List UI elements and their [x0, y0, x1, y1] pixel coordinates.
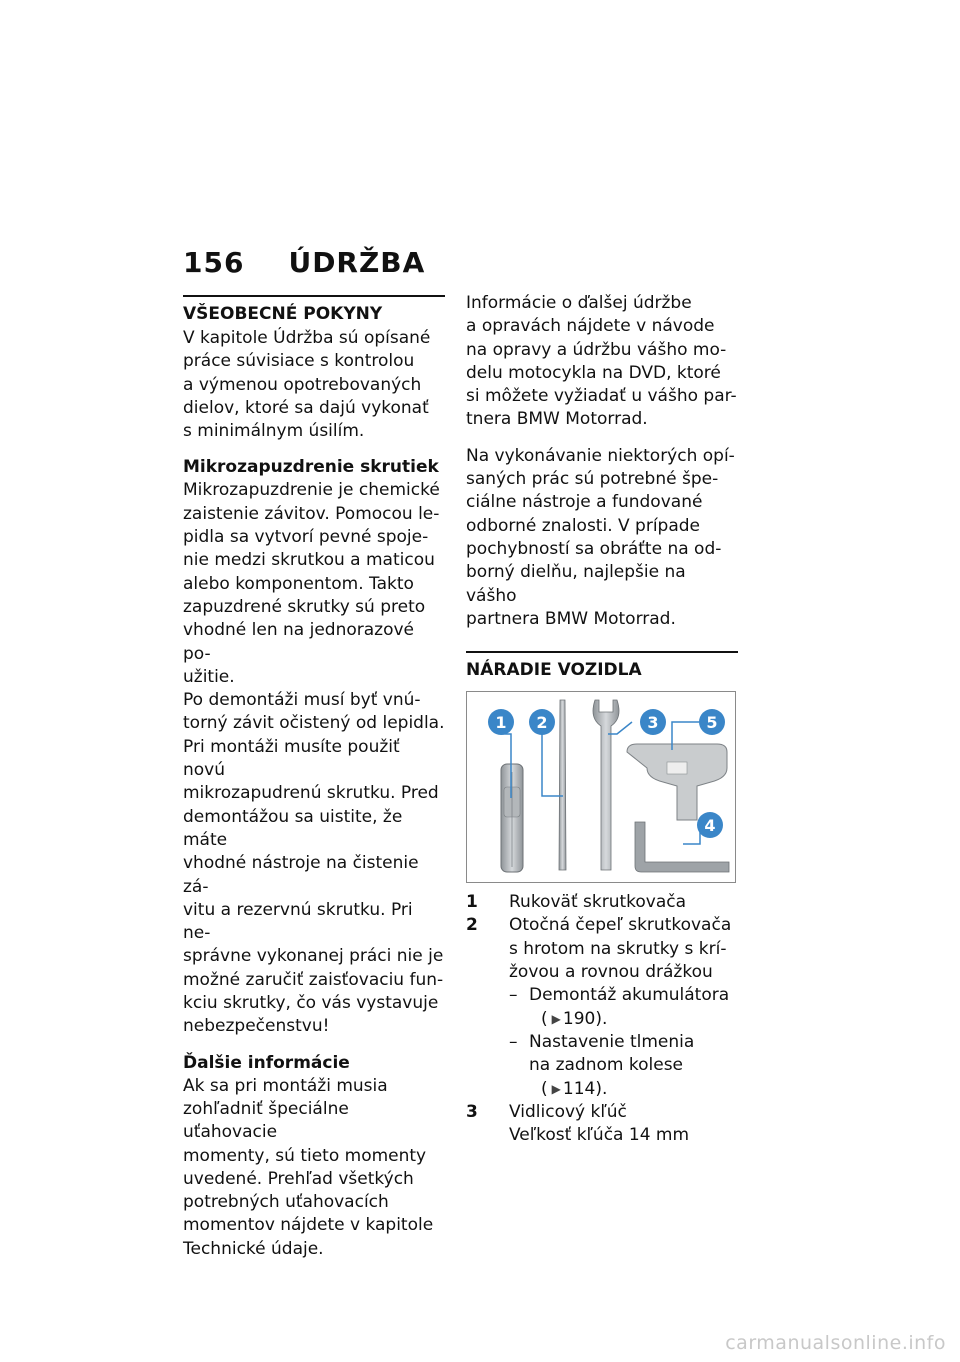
section-rule: [466, 651, 738, 653]
section-rule: [183, 295, 445, 297]
page-number: 156: [183, 246, 245, 279]
svg-text:2: 2: [536, 713, 548, 733]
watermark-link[interactable]: carmanualsonline.info: [725, 1332, 946, 1354]
list-item: 3 Vidlicový kľúč Veľkosť kľúča 14 mm: [466, 1101, 690, 1146]
special-tools-paragraph: Na vykonávanie niektorých opí- saných prác sú potrebné špe- ciálne nástroje a fundované odborné znalosti. V prípade pochybností sa obráťte na od- borný dielňu, najlepšie na vášho partnera BMW Motorrad.: [466, 445, 735, 629]
svg-text:5: 5: [706, 713, 718, 733]
left-column: [183, 292, 445, 1261]
section-title-general: VŠEOBECNÉ POKYNY: [183, 304, 383, 324]
right-column: [466, 292, 738, 1147]
toolkit-figure: [466, 691, 736, 883]
list-item: 1 Rukoväť skrutkovača: [466, 892, 687, 913]
micro-paragraph-2: Po demontáži musí byť vnú- torný závit očistený od lepidla. Pri montáži musíte použiť novú mikrozapudrenú skrutku. Pred demontážou sa uistite, že máte vhodné nástroje na čistenie zá- vitu a rezervnú skrutku. Pri ne- správne vykonanej práci nie je možné zaručiť zaisťovaciu fun- kciu skrutky, čo vás vystavuje nebezpečenstvu!: [183, 690, 445, 1037]
list-item: 2 Otočná čepeľ skrutkovača s hrotom na skrutky s krí- žovou a rovnou drážkou: [466, 915, 732, 983]
screwdriver-blade-icon: [559, 700, 566, 870]
t-handle-icon: [627, 744, 727, 820]
tool-list: [466, 891, 738, 1147]
intro-paragraph: V kapitole Údržba sú opísané práce súvisiace s kontrolou a výmenou opotrebovaných dielov, ktoré sa dajú vykonať s minimálnym úsilím.: [183, 328, 431, 442]
arrow-right-icon: ▶: [551, 1011, 561, 1026]
chapter-title: ÚDRŽBA: [288, 246, 426, 279]
svg-text:1: 1: [495, 713, 507, 733]
sub-list-item: – Demontáž akumulátora ( ▶ 190).: [466, 984, 738, 1031]
screwdriver-handle-icon: [501, 764, 523, 872]
subheading-microencapsulation: Mikrozapuzdrenie skrutiek: [183, 457, 439, 478]
more-info-paragraph: Ak sa pri montáži musia zohľadniť špeciálne uťahovacie momenty, sú tieto momenty uvedené. Prehľad všetkých potrebných uťahovacích momentov nájdete v kapitole Technické údaje.: [183, 1075, 434, 1259]
callout-2: [529, 709, 555, 735]
maintenance-info-paragraph: Informácie o ďalšej údržbe a opravách nájdete v návode na opravy a údržbu vášho mo- delu motocykla na DVD, ktoré si môžete vyžiadať u vášho par- tnera BMW Motorrad.: [466, 293, 737, 430]
svg-text:3: 3: [647, 713, 659, 733]
micro-paragraph-1: Mikrozapuzdrenie je chemické zaistenie závitov. Pomocou le- pidla sa vytvorí pevné spoje- nie medzi skrutkou a maticou alebo komponentom. Takto zapuzdrené skrutky sú preto vhodné len na jednorazové po- užitie.: [183, 480, 440, 687]
arrow-right-icon: ▶: [551, 1081, 561, 1096]
section-title-tools: NÁRADIE VOZIDLA: [466, 660, 642, 681]
subheading-more-info: Ďalšie informácie: [183, 1052, 350, 1073]
page-reference[interactable]: ( ▶ 114).: [529, 1079, 607, 1099]
page-reference[interactable]: ( ▶ 190).: [529, 1009, 607, 1029]
svg-text:4: 4: [704, 816, 716, 836]
callout-4: [697, 812, 723, 838]
callout-1: [488, 709, 514, 735]
callout-5: [699, 709, 725, 735]
page-header: [183, 246, 425, 279]
wrench-icon: [593, 700, 619, 870]
toolkit-illustration: [467, 692, 735, 882]
callout-3: [640, 709, 666, 735]
sub-list-item: – Nastavenie tlmenia na zadnom kolese ( ▶ 114).: [466, 1031, 738, 1101]
